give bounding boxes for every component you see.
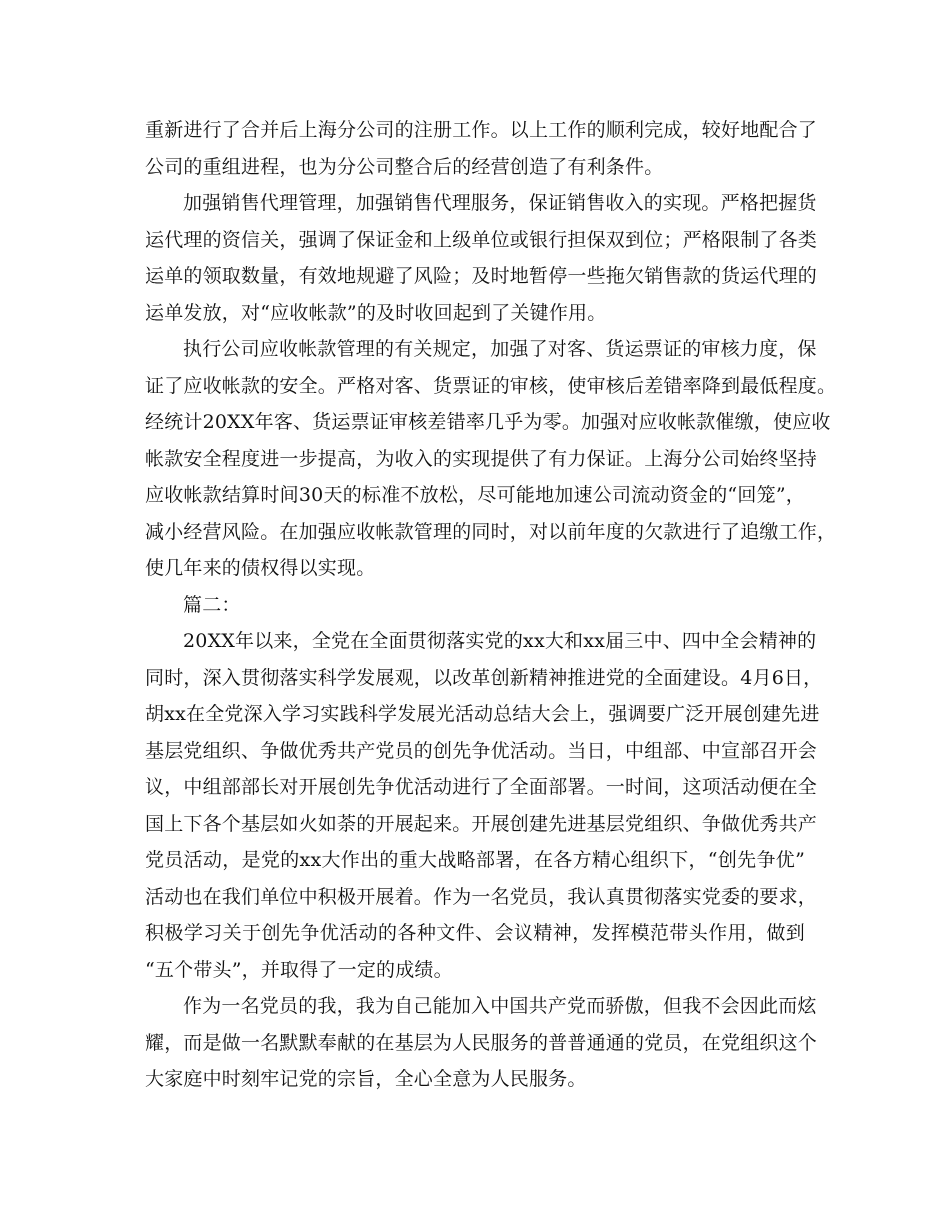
text-line: “五个带头”，并取得了一定的成绩。 — [145, 958, 453, 981]
paragraph-6 — [145, 988, 818, 1098]
text-line: 应收帐款结算时间30天的标准不放松，尽可能地加速公司流动资金的“回笼”， — [145, 484, 805, 506]
text-line: 帐款安全程度进一步提高，为收入的实现提供了有力保证。上海分公司始终坚持 — [145, 447, 818, 470]
text-line: 加强销售代理管理，加强销售代理服务，保证销售收入的实现。严格把握货 — [183, 192, 817, 214]
text-line: 耀，而是做一名默默奉献的在基层为人民服务的普普通通的党员，在党组织这个 — [145, 1031, 818, 1054]
section-heading-text: 篇二： — [183, 593, 241, 616]
text-line: 活动也在我们单位中积极开展着。作为一名党员，我认真贯彻落实党委的要求， — [145, 885, 818, 908]
section-heading — [145, 587, 805, 624]
text-line: 议，中组部部长对开展创先争优活动进行了全面部署。一时间，这项活动便在全 — [145, 776, 818, 798]
text-line: 大家庭中时刻牢记党的宗旨，全心全意为人民服务。 — [145, 1068, 587, 1090]
text-line: 20XX年以来，全党在全面贯彻落实党的xx大和xx届三中、四中全会精神的 — [183, 630, 817, 652]
text-line: 党员活动，是党的xx大作出的重大战略部署，在各方精心组织下，“创先争优” — [145, 849, 805, 871]
text-line: 积极学习关于创先争优活动的各种文件、会议精神，发挥模范带头作用，做到 — [145, 922, 805, 944]
text-line: 减小经营风险。在加强应收帐款管理的同时，对以前年度的欠款进行了追缴工作， — [145, 520, 837, 543]
paragraph-2 — [145, 185, 818, 331]
text-line: 作为一名党员的我，我为自己能加入中国共产党而骄傲，但我不会因此而炫 — [183, 995, 817, 1017]
paragraph-1 — [145, 112, 818, 185]
text-line: 国上下各个基层如火如荼的开展起来。开展创建先进基层党组织、争做优秀共产 — [145, 812, 818, 835]
text-line: 运代理的资信关，强调了保证金和上级单位或银行担保双到位；严格限制了各类 — [145, 228, 818, 251]
text-line: 执行公司应收帐款管理的有关规定，加强了对客、货运票证的审核力度，保 — [183, 338, 817, 360]
document-page — [145, 112, 837, 1098]
paragraph-5 — [145, 623, 823, 988]
text-line: 基层党组织、争做优秀共产党员的创先争优活动。当日，中组部、中宣部召开会 — [145, 739, 818, 762]
text-line: 使几年来的债权得以实现。 — [145, 557, 376, 579]
text-line: 经统计20XX年客、货运票证审核差错率几乎为零。加强对应收帐款催缴，使应收 — [145, 411, 831, 433]
paragraph-3 — [145, 331, 837, 587]
text-line: 重新进行了合并后上海分公司的注册工作。以上工作的顺利完成，较好地配合了 — [145, 119, 818, 141]
text-line: 胡xx在全党深入学习实践科学发展光活动总结大会上，强调要广泛开展创建先进 — [145, 703, 820, 725]
text-line: 运单的领取数量，有效地规避了风险；及时地暂停一些拖欠销售款的货运代理的 — [145, 265, 818, 287]
text-line: 运单发放，对“应收帐款”的及时收回起到了关键作用。 — [145, 301, 607, 324]
text-line: 同时，深入贯彻落实科学发展观，以改革创新精神推进党的全面建设。4月6日， — [145, 666, 823, 689]
text-line: 公司的重组进程，也为分公司整合后的经营创造了有利条件。 — [145, 155, 664, 178]
text-line: 证了应收帐款的安全。严格对客、货票证的审核，使审核后差错率降到最低程度。 — [145, 374, 837, 397]
